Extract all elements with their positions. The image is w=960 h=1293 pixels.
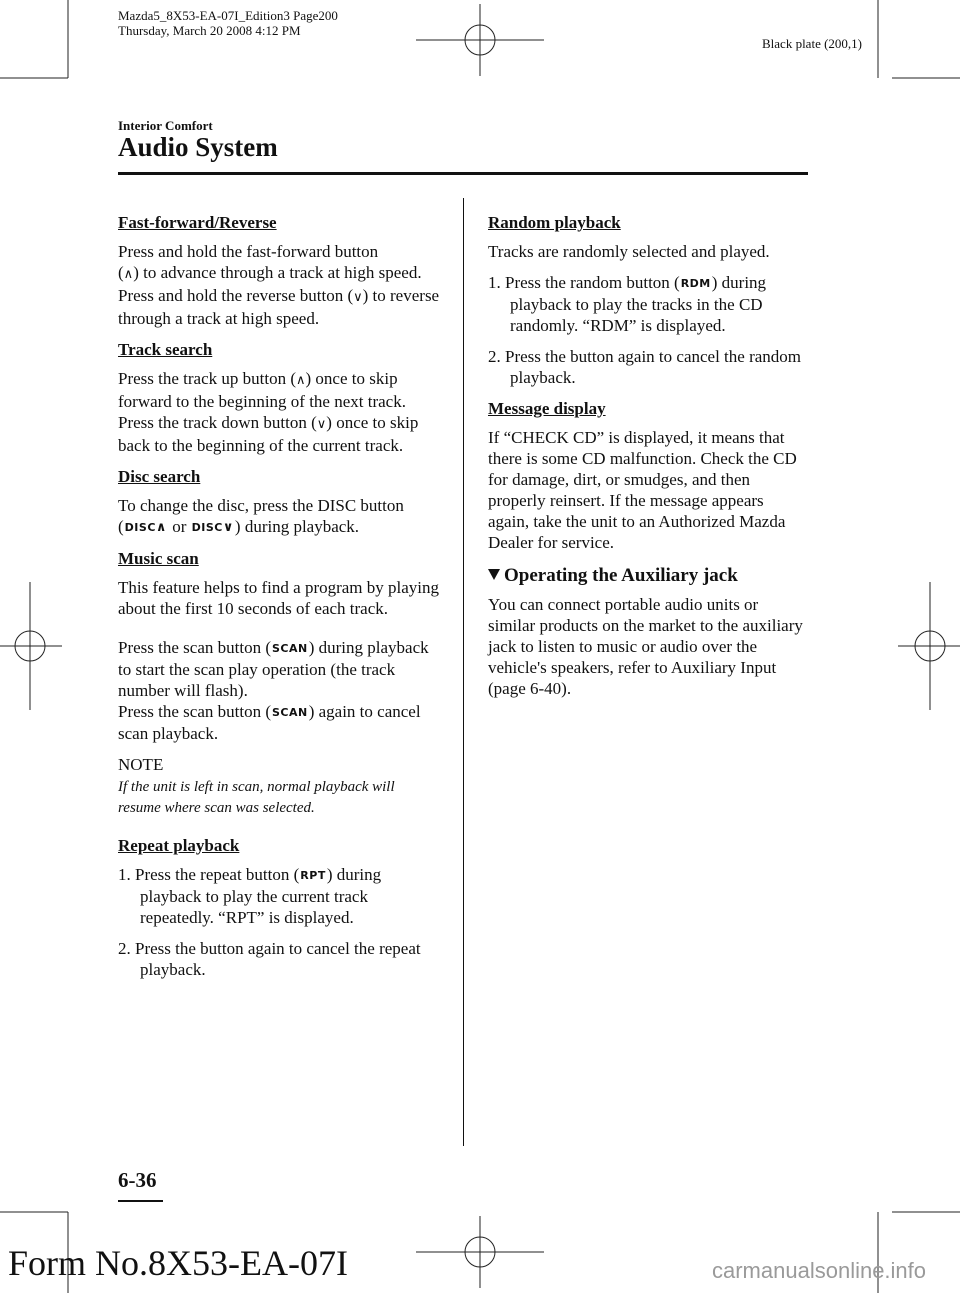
auxiliary-jack-heading: Operating the Auxiliary jack	[488, 565, 808, 586]
column-divider	[463, 198, 464, 1146]
down-icon: ∨	[353, 290, 363, 305]
down-icon: ∨	[316, 417, 327, 432]
title-rule	[118, 172, 808, 175]
print-header	[118, 8, 338, 38]
disc-up-icon: DISC∧	[124, 520, 167, 535]
auxiliary-jack-paragraph: You can connect portable audio units or similar products on the market to the auxiliary jack to listen to music or audio over the vehicle's speakers, refer to Auxiliary Input (page 6-40).	[488, 595, 803, 698]
track-up-paragraph: Press the track up button (∧) once to skip forward to the beginning of the next track.	[118, 369, 406, 411]
repeat-playback-heading: Repeat playback	[118, 836, 240, 855]
fast-forward-heading: Fast-forward/Reverse	[118, 213, 277, 232]
scan-icon: SCAN	[271, 706, 308, 719]
scan-cancel-paragraph: Press the scan button (SCAN) again to cancel scan playback.	[118, 702, 421, 743]
random-intro: Tracks are randomly selected and played.	[488, 242, 770, 261]
page-number: 6-36	[118, 1168, 157, 1192]
watermark: carmanualsonline.info	[712, 1258, 927, 1283]
plate-label: Black plate (200,1)	[762, 36, 862, 51]
rpt-icon: RPT	[300, 869, 326, 882]
print-header-line1: Mazda5_8X53-EA-07I_Edition3 Page200	[118, 8, 338, 23]
message-display-paragraph: If “CHECK CD” is displayed, it means that there is some CD malfunction. Check the CD for damage, dirt, or smudges, and then properly reinsert. If the message appears again, take the unit to an Authorized Mazda Dealer for service.	[488, 428, 797, 552]
page-title: Audio System	[118, 132, 278, 162]
note-heading: NOTE	[118, 755, 164, 774]
disc-down-icon: DISC∨	[191, 520, 234, 535]
left-column	[118, 212, 440, 990]
right-column	[488, 212, 808, 709]
up-icon: ∧	[296, 373, 306, 388]
track-down-paragraph: Press the track down button (∨) once to skip back to the beginning of the current track.	[118, 413, 419, 455]
music-scan-intro: This feature helps to find a program by playing about the first 10 seconds of each track.	[118, 578, 440, 618]
disc-search-paragraph: To change the disc, press the DISC button (DISC∧ or DISC∨) during playback.	[118, 496, 404, 536]
scan-icon: SCAN	[271, 642, 308, 655]
note-text: If the unit is left in scan, normal playback will resume where scan was selected.	[118, 779, 395, 816]
fast-forward-paragraph: Press and hold the fast-forward button (∧) to advance through a track at high speed.	[118, 242, 422, 282]
triangle-bullet-icon	[488, 569, 500, 580]
music-scan-heading: Music scan	[118, 549, 199, 568]
reverse-paragraph: Press and hold the reverse button (∨) to reverse through a track at high speed.	[118, 286, 440, 328]
section-label: Interior Comfort	[118, 118, 213, 133]
random-step-1: 1. Press the random button (RDM) during playback to play the tracks in the CD randomly. “RDM” is displayed.	[488, 273, 767, 335]
up-icon: ∧	[123, 267, 134, 282]
rdm-icon: RDM	[680, 277, 711, 290]
disc-search-heading: Disc search	[118, 467, 201, 486]
form-number: Form No.8X53-EA-07I	[8, 1243, 348, 1283]
random-playback-heading: Random playback	[488, 213, 621, 232]
scan-start-paragraph: Press the scan button (SCAN) during playback to start the scan play operation (the track number will flash).	[118, 638, 429, 700]
repeat-step-2: 2. Press the button again to cancel the repeat playback.	[118, 939, 421, 979]
message-display-heading: Message display	[488, 399, 606, 418]
repeat-step-1: 1. Press the repeat button (RPT) during playback to play the current track repeatedly. “RPT” is displayed.	[118, 865, 382, 927]
random-step-2: 2. Press the button again to cancel the random playback.	[488, 347, 801, 387]
print-header-line2: Thursday, March 20 2008 4:12 PM	[118, 23, 301, 38]
track-search-heading: Track search	[118, 340, 213, 359]
page-number-rule	[118, 1200, 163, 1202]
